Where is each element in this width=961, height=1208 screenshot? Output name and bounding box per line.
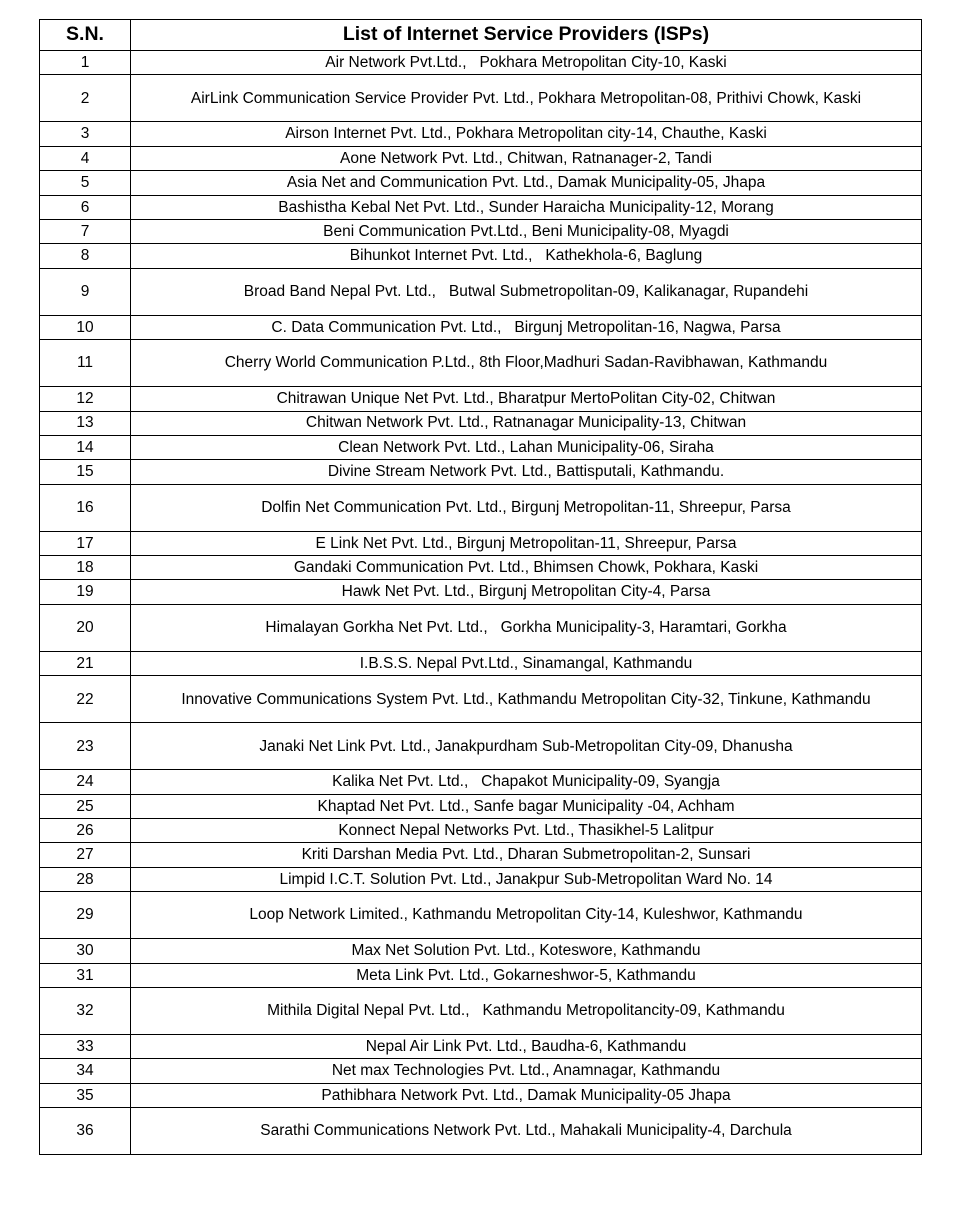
table-row	[40, 244, 922, 268]
row-sn: 19	[40, 580, 131, 604]
row-sn: 23	[40, 723, 131, 770]
row-sn: 13	[40, 411, 131, 435]
row-sn: 7	[40, 219, 131, 243]
row-isp: Asia Net and Communication Pvt. Ltd., Damak Municipality-05, Jhapa	[131, 171, 922, 195]
row-sn: 5	[40, 171, 131, 195]
table-row	[40, 146, 922, 170]
row-sn: 31	[40, 963, 131, 987]
row-isp: Cherry World Communication P.Ltd., 8th Floor,Madhuri Sadan-Ravibhawan, Kathmandu	[131, 340, 922, 387]
row-isp: Himalayan Gorkha Net Pvt. Ltd., Gorkha Municipality-3, Haramtari, Gorkha	[131, 604, 922, 651]
row-sn: 32	[40, 987, 131, 1034]
row-sn: 22	[40, 676, 131, 723]
table-row	[40, 195, 922, 219]
row-isp: Chitwan Network Pvt. Ltd., Ratnanagar Municipality-13, Chitwan	[131, 411, 922, 435]
row-sn: 29	[40, 892, 131, 939]
row-sn: 16	[40, 484, 131, 531]
row-sn: 4	[40, 146, 131, 170]
row-isp: Konnect Nepal Networks Pvt. Ltd., Thasikhel-5 Lalitpur	[131, 819, 922, 843]
row-sn: 17	[40, 531, 131, 555]
row-sn: 9	[40, 268, 131, 315]
sn-header: S.N.	[40, 20, 131, 51]
table-row	[40, 770, 922, 794]
table-row	[40, 340, 922, 387]
table-row	[40, 51, 922, 75]
row-sn: 11	[40, 340, 131, 387]
row-isp: Nepal Air Link Pvt. Ltd., Baudha-6, Kathmandu	[131, 1034, 922, 1058]
table-row	[40, 219, 922, 243]
table-row	[40, 867, 922, 891]
table-row	[40, 892, 922, 939]
row-isp: Loop Network Limited., Kathmandu Metropolitan City-14, Kuleshwor, Kathmandu	[131, 892, 922, 939]
table-row	[40, 171, 922, 195]
row-sn: 26	[40, 819, 131, 843]
table-row	[40, 411, 922, 435]
row-sn: 21	[40, 651, 131, 675]
row-isp: Innovative Communications System Pvt. Ltd., Kathmandu Metropolitan City-32, Tinkune, Kathmandu	[131, 676, 922, 723]
table-row	[40, 1034, 922, 1058]
row-sn: 8	[40, 244, 131, 268]
row-sn: 12	[40, 387, 131, 411]
row-isp: Aone Network Pvt. Ltd., Chitwan, Ratnanager-2, Tandi	[131, 146, 922, 170]
table-row	[40, 939, 922, 963]
table-row	[40, 268, 922, 315]
row-isp: Air Network Pvt.Ltd., Pokhara Metropolitan City-10, Kaski	[131, 51, 922, 75]
row-sn: 18	[40, 556, 131, 580]
row-isp: Kalika Net Pvt. Ltd., Chapakot Municipality-09, Syangja	[131, 770, 922, 794]
row-isp: Dolfin Net Communication Pvt. Ltd., Birgunj Metropolitan-11, Shreepur, Parsa	[131, 484, 922, 531]
row-sn: 33	[40, 1034, 131, 1058]
row-isp: Airson Internet Pvt. Ltd., Pokhara Metropolitan city-14, Chauthe, Kaski	[131, 122, 922, 146]
table-row	[40, 604, 922, 651]
table-row	[40, 1083, 922, 1107]
table-row	[40, 843, 922, 867]
table-row	[40, 531, 922, 555]
row-isp: Net max Technologies Pvt. Ltd., Anamnagar, Kathmandu	[131, 1059, 922, 1083]
row-isp: Khaptad Net Pvt. Ltd., Sanfe bagar Municipality -04, Achham	[131, 794, 922, 818]
row-sn: 1	[40, 51, 131, 75]
row-isp: Gandaki Communication Pvt. Ltd., Bhimsen Chowk, Pokhara, Kaski	[131, 556, 922, 580]
row-isp: Bashistha Kebal Net Pvt. Ltd., Sunder Haraicha Municipality-12, Morang	[131, 195, 922, 219]
row-sn: 10	[40, 315, 131, 339]
row-isp: C. Data Communication Pvt. Ltd., Birgunj Metropolitan-16, Nagwa, Parsa	[131, 315, 922, 339]
row-sn: 25	[40, 794, 131, 818]
row-isp: Bihunkot Internet Pvt. Ltd., Kathekhola-6, Baglung	[131, 244, 922, 268]
row-isp: I.B.S.S. Nepal Pvt.Ltd., Sinamangal, Kathmandu	[131, 651, 922, 675]
row-sn: 3	[40, 122, 131, 146]
row-isp: Max Net Solution Pvt. Ltd., Koteswore, Kathmandu	[131, 939, 922, 963]
table-row	[40, 963, 922, 987]
row-isp: Chitrawan Unique Net Pvt. Ltd., Bharatpur MertoPolitan City-02, Chitwan	[131, 387, 922, 411]
row-sn: 2	[40, 75, 131, 122]
table-row	[40, 315, 922, 339]
table-row	[40, 676, 922, 723]
list-header: List of Internet Service Providers (ISPs)	[131, 20, 922, 51]
header-row	[40, 20, 922, 51]
row-isp: Limpid I.C.T. Solution Pvt. Ltd., Janakpur Sub-Metropolitan Ward No. 14	[131, 867, 922, 891]
row-sn: 15	[40, 460, 131, 484]
table-row	[40, 387, 922, 411]
table-row	[40, 556, 922, 580]
row-sn: 14	[40, 435, 131, 459]
row-isp: Divine Stream Network Pvt. Ltd., Battisputali, Kathmandu.	[131, 460, 922, 484]
row-isp: AirLink Communication Service Provider Pvt. Ltd., Pokhara Metropolitan-08, Prithivi Chowk, Kaski	[131, 75, 922, 122]
row-isp: Broad Band Nepal Pvt. Ltd., Butwal Submetropolitan-09, Kalikanagar, Rupandehi	[131, 268, 922, 315]
row-isp: Hawk Net Pvt. Ltd., Birgunj Metropolitan City-4, Parsa	[131, 580, 922, 604]
row-isp: Sarathi Communications Network Pvt. Ltd., Mahakali Municipality-4, Darchula	[131, 1108, 922, 1155]
row-isp: Meta Link Pvt. Ltd., Gokarneshwor-5, Kathmandu	[131, 963, 922, 987]
table-row	[40, 651, 922, 675]
row-sn: 36	[40, 1108, 131, 1155]
row-isp: Beni Communication Pvt.Ltd., Beni Municipality-08, Myagdi	[131, 219, 922, 243]
row-sn: 28	[40, 867, 131, 891]
table-row	[40, 987, 922, 1034]
row-isp: Pathibhara Network Pvt. Ltd., Damak Municipality-05 Jhapa	[131, 1083, 922, 1107]
row-isp: Janaki Net Link Pvt. Ltd., Janakpurdham Sub-Metropolitan City-09, Dhanusha	[131, 723, 922, 770]
isp-table-body	[40, 51, 922, 1155]
isp-table	[39, 19, 922, 1155]
table-row	[40, 460, 922, 484]
row-sn: 34	[40, 1059, 131, 1083]
table-row	[40, 819, 922, 843]
table-row	[40, 794, 922, 818]
table-row	[40, 75, 922, 122]
table-row	[40, 723, 922, 770]
table-row	[40, 122, 922, 146]
row-sn: 24	[40, 770, 131, 794]
row-sn: 27	[40, 843, 131, 867]
row-sn: 35	[40, 1083, 131, 1107]
row-isp: E Link Net Pvt. Ltd., Birgunj Metropolitan-11, Shreepur, Parsa	[131, 531, 922, 555]
table-row	[40, 484, 922, 531]
table-row	[40, 580, 922, 604]
row-sn: 20	[40, 604, 131, 651]
row-sn: 6	[40, 195, 131, 219]
row-isp: Clean Network Pvt. Ltd., Lahan Municipality-06, Siraha	[131, 435, 922, 459]
table-row	[40, 1108, 922, 1155]
row-isp: Kriti Darshan Media Pvt. Ltd., Dharan Submetropolitan-2, Sunsari	[131, 843, 922, 867]
table-row	[40, 1059, 922, 1083]
row-sn: 30	[40, 939, 131, 963]
table-row	[40, 435, 922, 459]
row-isp: Mithila Digital Nepal Pvt. Ltd., Kathmandu Metropolitancity-09, Kathmandu	[131, 987, 922, 1034]
